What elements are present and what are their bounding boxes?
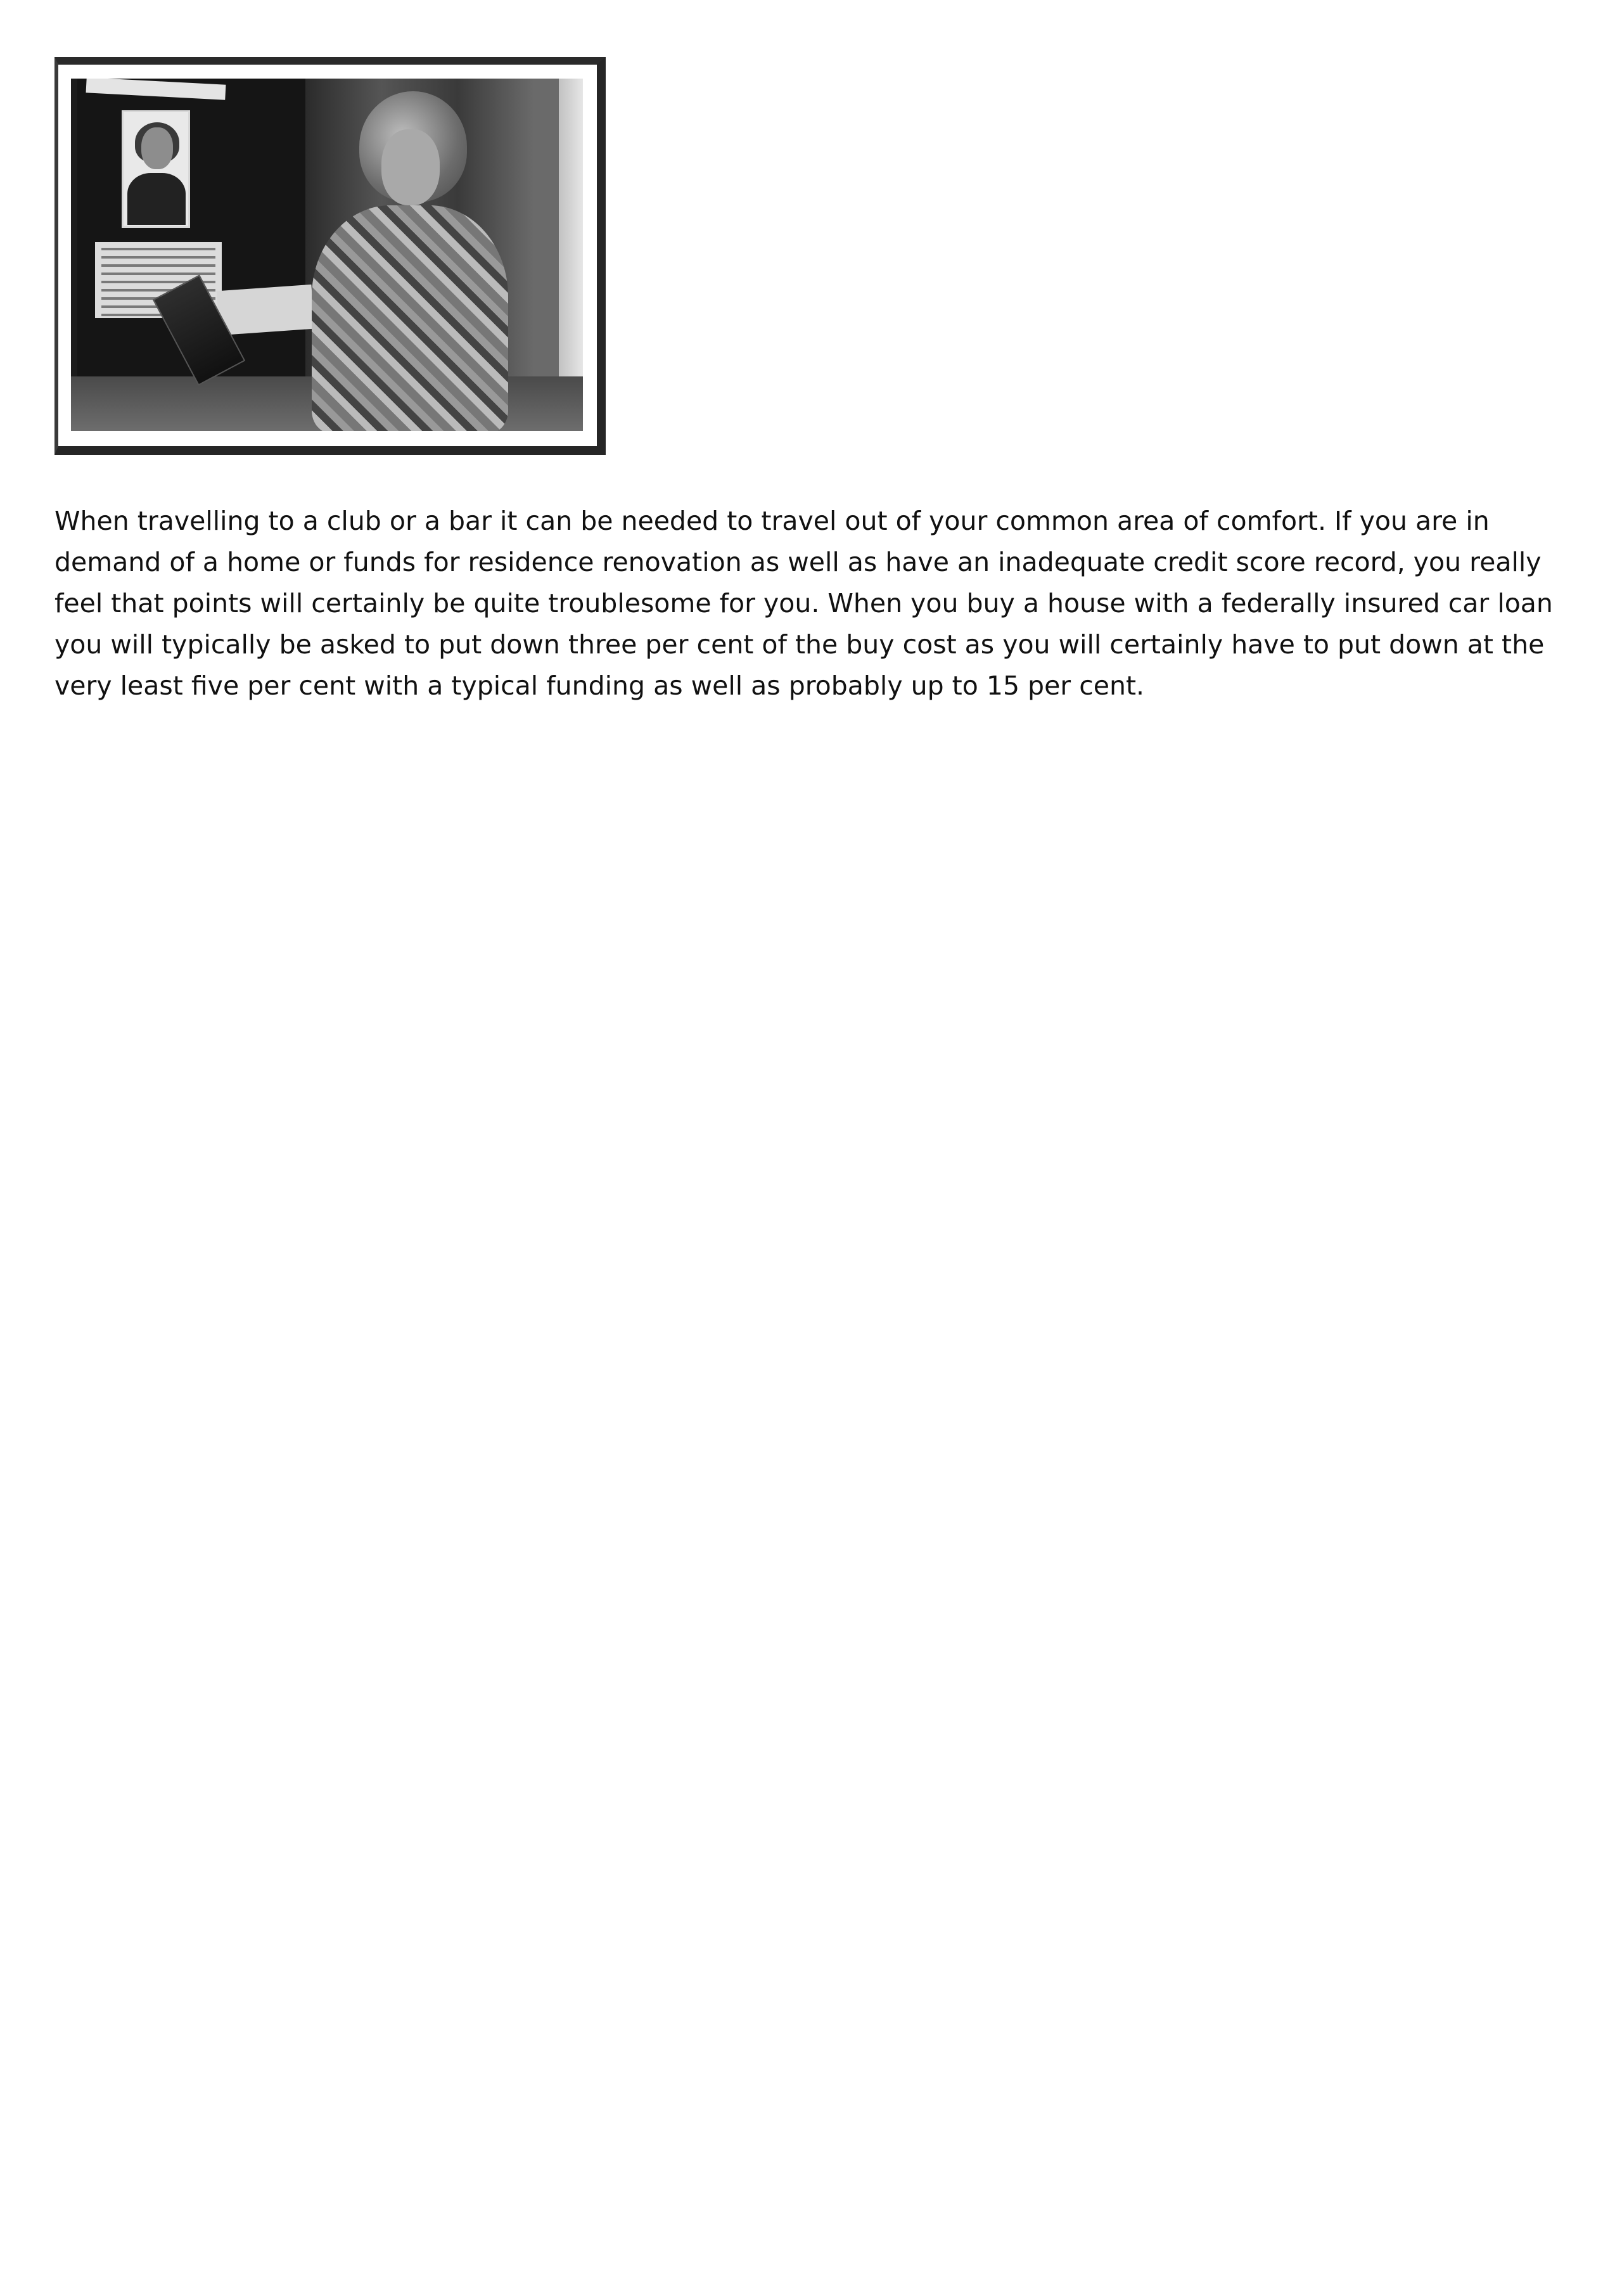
article-photo [54,57,606,455]
portrait-photo [122,110,190,228]
info-card [217,285,315,335]
woman-face [381,129,440,205]
photo-image [71,79,583,431]
article-paragraph: When travelling to a club or a bar it can be needed to travel out of your common area of comfort. If you are in demand of a home or funds for residence renovation as well as have an inadequate credit score record, you really feel that points will certainly be quite troublesome for you. When you buy a house with a federally insured car loan you will typically be asked to put down three per cent of the buy cost as you will certainly have to put down at the very least five per cent with a typical funding as well as probably up to 15 per cent. [54,506,1553,701]
woman-figure [312,205,508,431]
